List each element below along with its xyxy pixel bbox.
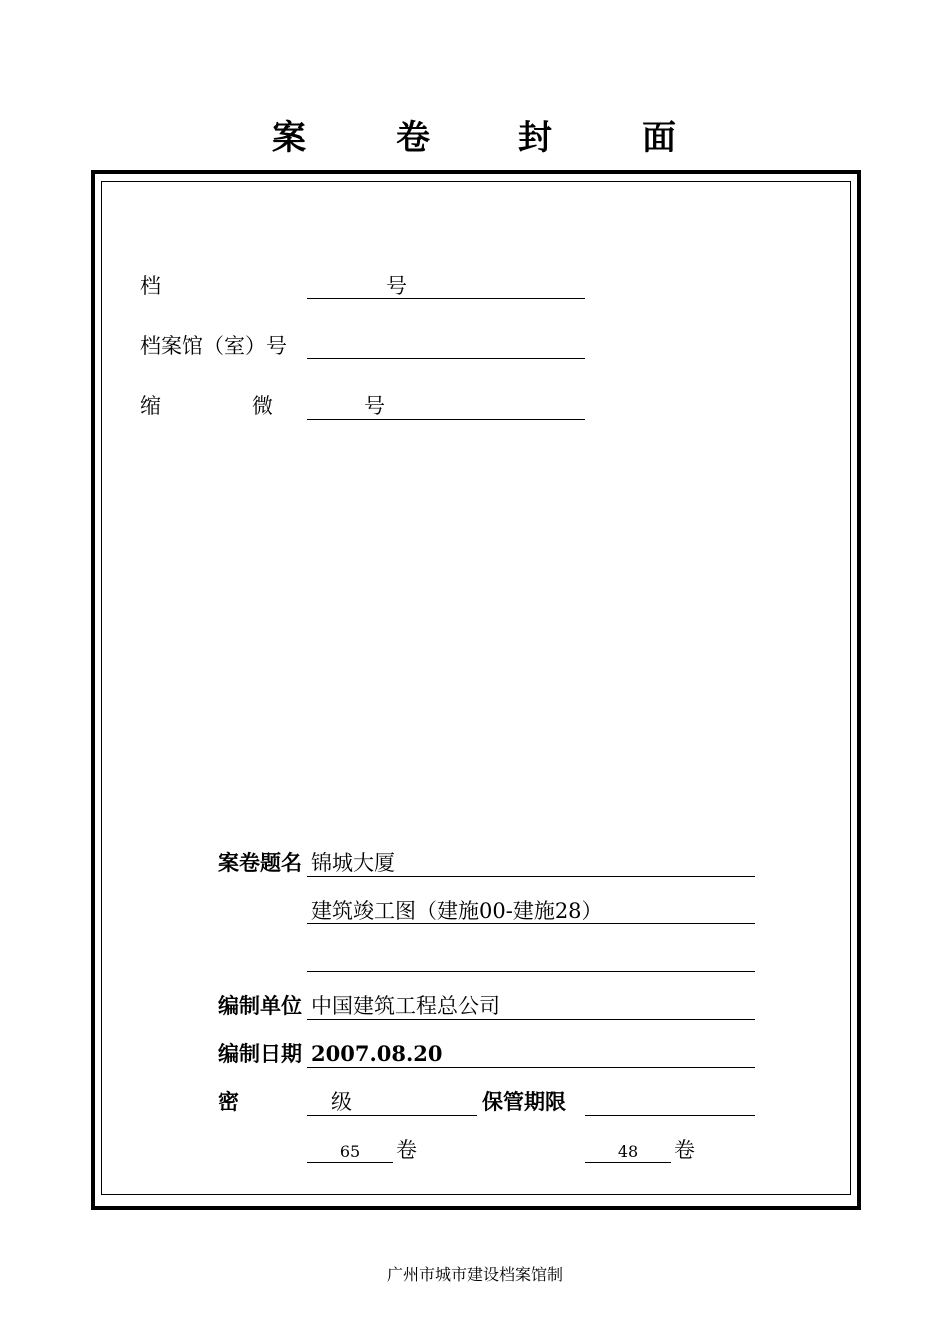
archive-no-label-left: 档 <box>140 274 161 298</box>
security-label-1: 密 <box>218 1089 239 1114</box>
compile-date-value: 2007.08.20 <box>311 1041 443 1066</box>
compiler-underline <box>307 1019 755 1020</box>
title-char-4: 面 <box>642 118 676 158</box>
archive-no-label-right: 号 <box>386 274 407 298</box>
retention-label: 保管期限 <box>482 1089 566 1114</box>
volume-count-right: 48 <box>617 1142 639 1161</box>
archive-hall-no-label: 档案馆（室）号 <box>140 334 287 358</box>
compile-date-label: 编制日期 <box>218 1041 302 1066</box>
security-label-2: 级 <box>331 1090 352 1114</box>
compiler-value: 中国建筑工程总公司 <box>311 994 500 1018</box>
compile-date-underline <box>307 1067 755 1068</box>
microfilm-no-label-2: 微 <box>252 394 273 418</box>
volume-unit-left: 卷 <box>396 1138 417 1162</box>
archive-hall-no-field <box>307 358 585 359</box>
retention-underline <box>585 1115 755 1116</box>
volume-title-line-2: 建筑竣工图（建施00-建施28） <box>311 899 603 923</box>
volume-title-line-1: 锦城大厦 <box>311 851 395 875</box>
page-title <box>0 112 950 164</box>
title-char-1: 案 <box>272 118 306 158</box>
volume-title-underline-1 <box>307 876 755 877</box>
volume-unit-right: 卷 <box>674 1138 695 1162</box>
microfilm-no-field <box>307 419 585 420</box>
security-underline <box>307 1115 477 1116</box>
archive-no-field <box>307 298 585 299</box>
volume-title-label: 案卷题名 <box>218 850 302 875</box>
volume-title-underline-3 <box>307 971 755 972</box>
volume-count-right-underline <box>585 1162 671 1163</box>
volume-title-underline-2 <box>307 923 755 924</box>
compiler-label: 编制单位 <box>218 993 302 1018</box>
microfilm-no-label-1: 缩 <box>140 394 161 418</box>
title-char-2: 卷 <box>396 118 430 158</box>
volume-count-left-underline <box>307 1162 393 1163</box>
footer-publisher: 广州市城市建设档案馆制 <box>386 1265 563 1284</box>
volume-count-left: 65 <box>339 1142 361 1161</box>
title-char-3: 封 <box>518 118 552 158</box>
microfilm-no-label-3: 号 <box>364 394 385 418</box>
